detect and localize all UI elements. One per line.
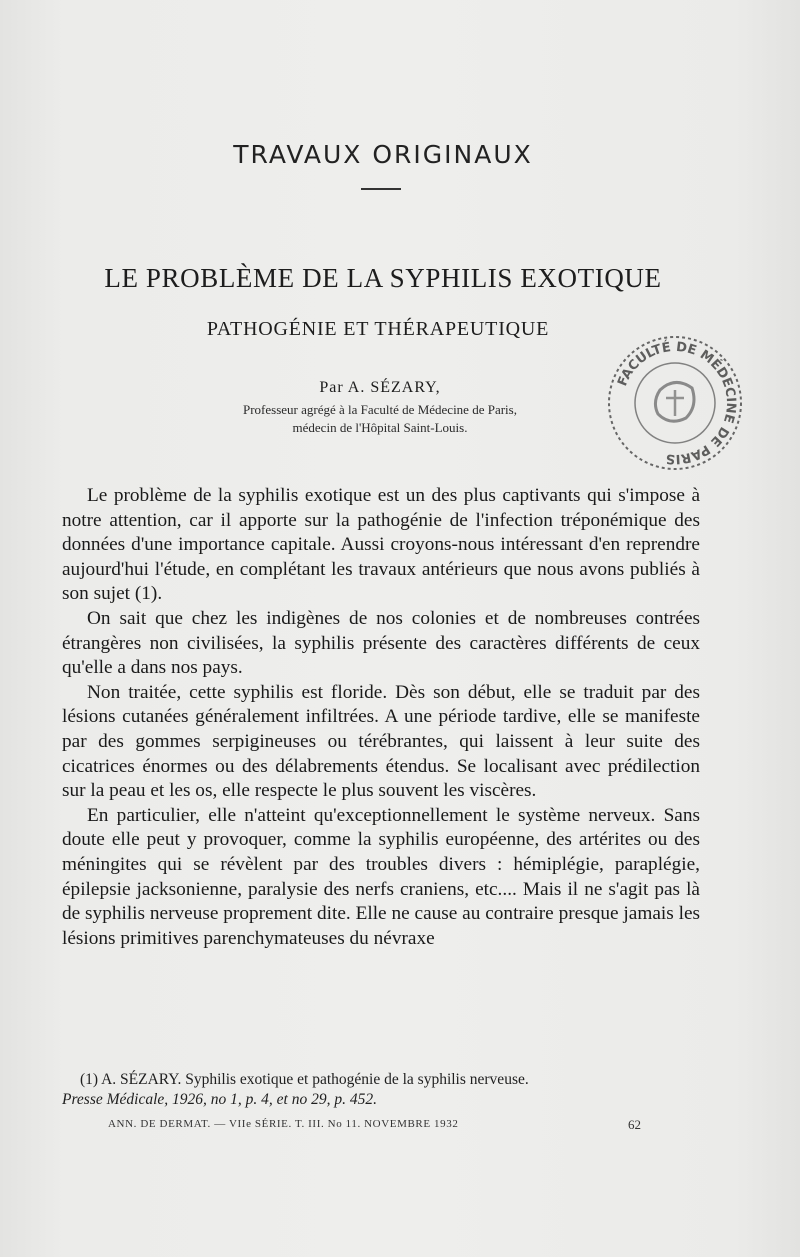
footnote [62, 1070, 702, 1110]
author-affiliation-1: Professeur agrégé à la Faculté de Médecine de Paris, [243, 402, 517, 417]
author-affiliation-2: médecin de l'Hôpital Saint-Louis. [292, 420, 468, 435]
footnote-line: (1) A. SÉZARY. Syphilis exotique et pathogénie de la syphilis nerveuse. [80, 1071, 529, 1088]
running-footer: ANN. DE DERMAT. — VIIe SÉRIE. T. III. No 11. NOVEMBRE 1932 [108, 1118, 459, 1130]
article-subtitle: PATHOGÉNIE ET THÉRAPEUTIQUE [206, 318, 550, 340]
stamp-text: FACULTÉ DE MÉDECINE DE PARIS [615, 339, 739, 467]
paragraph: Le problème de la syphilis exotique est un des plus captivants qui s'impose à notre attention, car il apporte sur la pathogénie de l'infection tréponémique des données d'une importance capitale. Aussi croyons-nous intéressant d'en reprendre aujourd'hui l'étude, en complétant les travaux antérieurs que nous avons publiés à son sujet (1). [62, 485, 700, 605]
library-stamp-icon [600, 328, 750, 478]
svg-text:FACULTÉ DE MÉDECINE DE PARIS [615, 339, 738, 466]
section-heading: TRAVAUX ORIGINAUX [233, 140, 533, 169]
page-number: 62 [628, 1117, 641, 1132]
paragraph: On sait que chez les indigènes de nos colonies et de nombreuses contrées étrangères non civilisées, la syphilis présente des caractères différents de ceux qu'elle a dans nos pays. [62, 607, 700, 679]
footnote-line: Presse Médicale, 1926, no 1, p. 4, et no 29, p. 452. [62, 1091, 377, 1108]
paragraph: En particulier, elle n'atteint qu'exceptionnellement le système nerveux. Sans doute elle peut y provoquer, comme la syphilis européenne, des artérites ou des méningites qui se révèlent par des troubles divers : hémiplégie, paraplégie, épilepsie jacksonienne, paralysie des nerfs craniens, etc.... Mais il ne s'agit pas là de syphilis nerveuse proprement dite. Elle ne cause au contraire presque jamais les lésions primitives parenchymateuses du névraxe [62, 804, 700, 949]
heading-rule [361, 188, 401, 190]
article-title: LE PROBLÈME DE LA SYPHILIS EXOTIQUE [104, 263, 662, 293]
paragraph: Non traitée, cette syphilis est floride. Dès son début, elle se traduit par des lésions cutanées généralement infiltrées. A une période tardive, elle se manifeste par des gommes serpigineuses ou térébrantes, qui laissent à leur suite des cicatrices énormes ou des délabrements étendus. Se localisant avec prédilection sur la peau et les os, elle respecte le plus souvent les viscères. [62, 681, 700, 802]
author-byline: Par A. SÉZARY, [319, 379, 441, 396]
article-body [62, 484, 700, 951]
